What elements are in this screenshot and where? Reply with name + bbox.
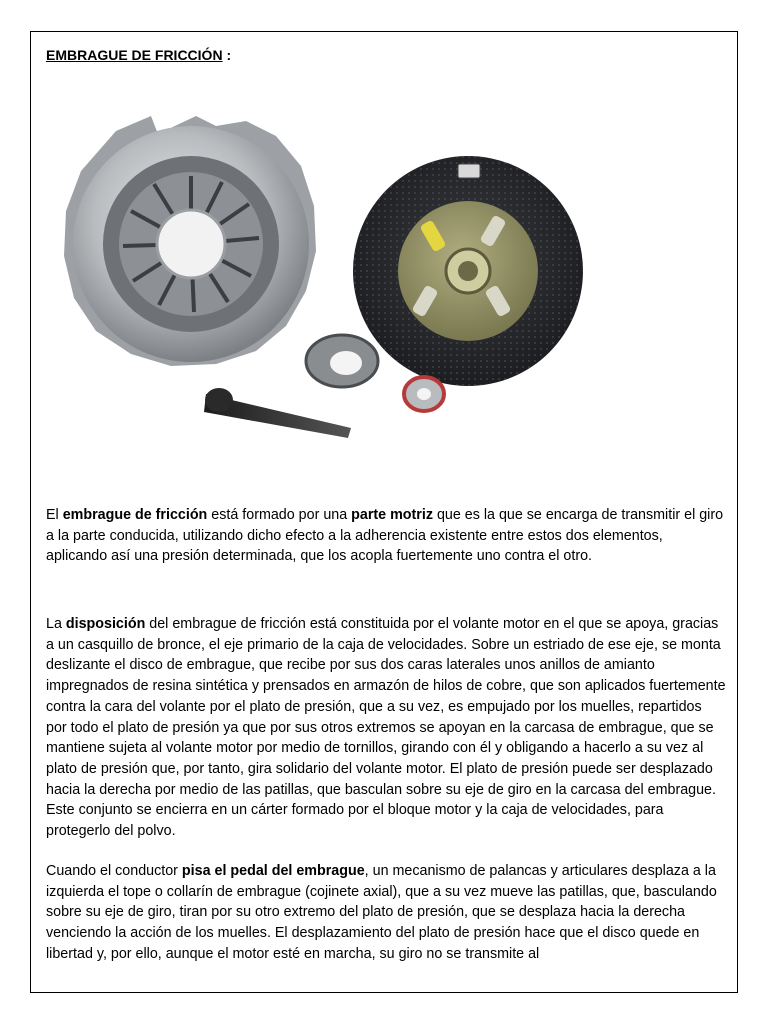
pilot-bearing (404, 377, 444, 411)
paragraph-1 (46, 505, 726, 567)
bold-phrase: embrague de fricción (62, 507, 208, 523)
text-run: La (46, 616, 66, 632)
alignment-tool (204, 388, 351, 438)
clutch-disc (353, 156, 583, 386)
text-run: está formado por una (207, 507, 352, 523)
text-run: , un mecanismo de palancas y articulares desplaza a la izquierda el tope o collarín de embrague (cojinete axial), que a su vez mueve las patillas, que, basculando sobre su eje de giro, tiran por su otro extremo del plato de presión, que se desplaza hacia la derecha venciendo la acción de los muelles. El desplazamiento del plato de presión hace que el disco quede en libertad y, por ello, aunque el motor esté en marcha, su giro no se transmite al (46, 863, 717, 962)
text-run: del embrague de fricción está constituida por el volante motor en el que se apoya, gracias a un casquillo de bronce, el eje primario de la caja de velocidades. Sobre un estriado de ese eje, se monta deslizante el disco de embrague, que recibe por sus dos caras laterales unos anillos de amianto impregnados de resina sintética y prensados en armazón de hilos de cobre, que son aplicados fuertemente contra la cara del volante por el plato de presión, que a su vez, es empujado por los muelles, repartidos por todo el plato de presión ya que por sus otros extremos se apoyan en la carcasa de embrague, que se mantiene sujeta al volante motor por medio de tornillos, girando con él y obligando a hacerlo a su vez al plato de presión que, por tanto, gira solidario del volante motor. El plato de presión puede ser desplazado hacia la derecha por medio de las patillas, que basculan sobre su eje de giro en la carcasa del embrague. Este conjunto se encierra en un cárter formado por el bloque motor y la caja de velocidades, para protegerlo del polvo. (46, 616, 726, 840)
bold-phrase: disposición (65, 616, 146, 632)
text-run: Cuando el conductor (46, 863, 182, 879)
page-title (46, 47, 231, 63)
bold-phrase: parte motriz (351, 507, 433, 523)
clutch-kit-photo (46, 76, 606, 446)
release-bearing (306, 335, 378, 387)
bold-phrase: pisa el pedal del embrague (181, 863, 365, 879)
paragraph-3 (46, 861, 726, 965)
text-run: El (46, 507, 63, 523)
paragraph-2 (46, 614, 726, 842)
pressure-plate (64, 116, 316, 366)
text-run: que es la que se encarga de transmitir el giro a la parte conducida, utilizando dicho efecto a la adherencia existente entre estos dos elementos, aplicando así una presión determinada, que los acopla fuertemente uno contra el otro. (46, 507, 724, 565)
title-text: EMBRAGUE DE FRICCIÓN (46, 47, 223, 63)
title-suffix: : (222, 47, 232, 63)
